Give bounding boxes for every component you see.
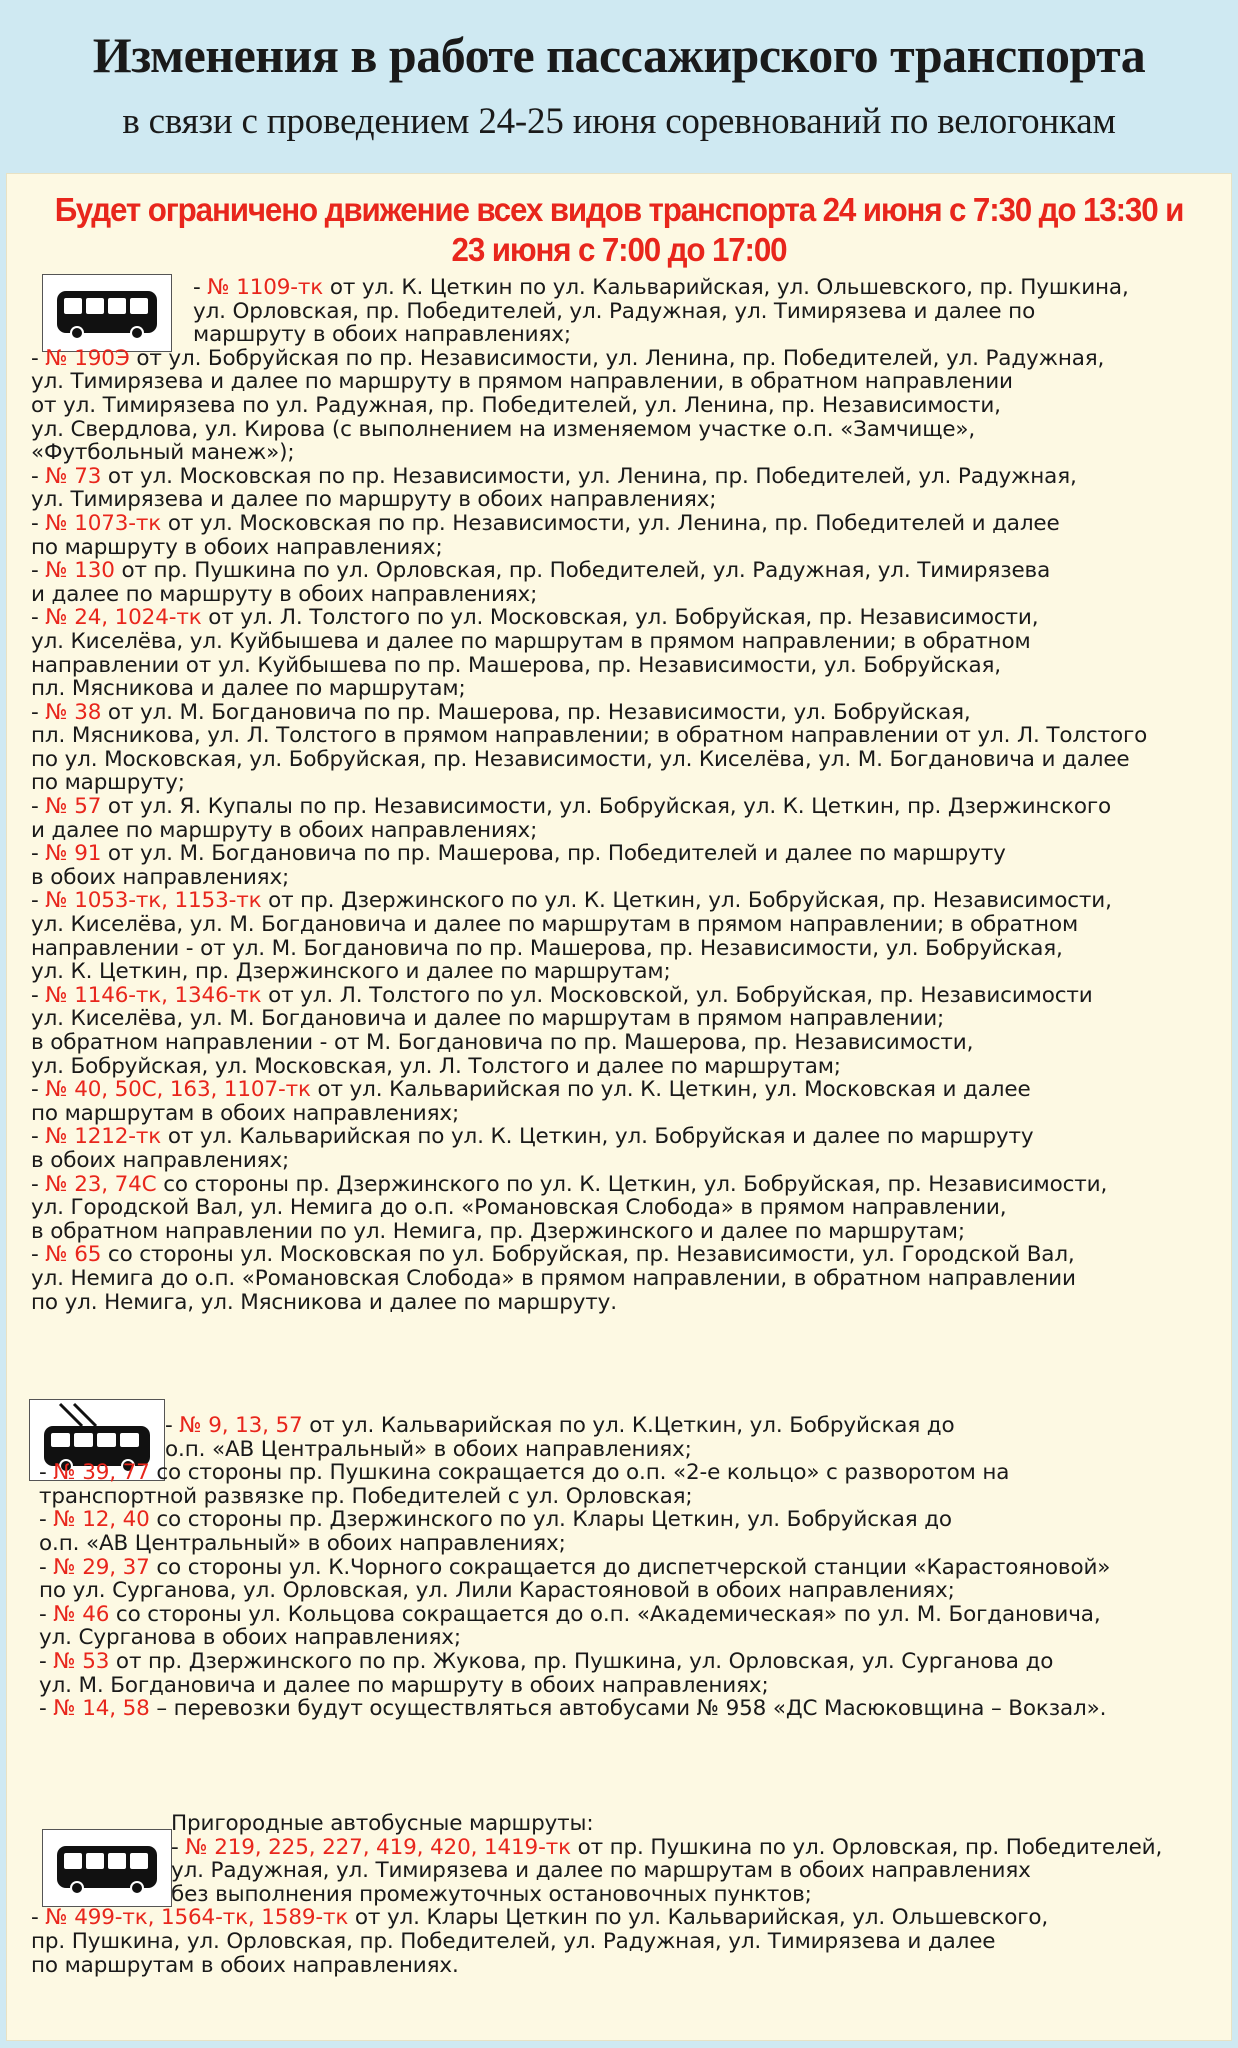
route-line xyxy=(21,347,1147,371)
route-text: со стороны пр. Пушкина сокращается до о.п. «2-е кольцо» с разворотом на xyxy=(149,1460,1010,1486)
route-text: - xyxy=(31,1124,46,1150)
route-text: со стороны пр. Дзержинского по ул. К. Цеткин, ул. Бобруйская, пр. Независимости, xyxy=(156,1171,1108,1197)
route-line xyxy=(21,630,1147,654)
route-text: - xyxy=(39,1648,54,1674)
route-line xyxy=(21,1603,1110,1627)
route-line xyxy=(21,1196,1147,1220)
route-text: и далее по маршруту в обоих направлениях; xyxy=(31,817,538,843)
route-text: со стороны ул. Московская по ул. Бобруйская, пр. Независимости, ул. Городской Вал, xyxy=(101,1242,1075,1268)
route-line xyxy=(21,1031,1147,1055)
route-line xyxy=(21,1414,1110,1438)
content-panel xyxy=(6,173,1232,2041)
route-number: № 39, 77 xyxy=(53,1460,150,1486)
section-heading: Пригородные автобусные маршруты: xyxy=(171,1811,594,1836)
route-line xyxy=(21,1078,1147,1102)
route-text: по ул. Московская, ул. Бобруйская, пр. Независимости, ул. Киселёва, ул. М. Богдановича и далее xyxy=(31,746,1130,772)
route-line xyxy=(21,1626,1110,1650)
route-number: № 14, 58 xyxy=(53,1696,150,1722)
route-text: в обратном направлении - от М. Богдановича по пр. Машерова, пр. Независимости, xyxy=(31,1030,974,1055)
route-text: ул. Тимирязева и далее по маршруту в обоих направлениях; xyxy=(31,487,717,513)
route-text: - xyxy=(31,699,46,725)
route-line xyxy=(21,1243,1147,1267)
route-text: - xyxy=(39,1696,54,1722)
route-text: от ул. Л. Толстого по ул. Московская, ул. Бобруйская, пр. Независимости, xyxy=(201,605,1039,631)
route-line xyxy=(21,1508,1110,1532)
route-number: № 46 xyxy=(53,1601,110,1627)
route-text: от ул. Московская по пр. Независимости, ул. Ленина, пр. Победителей и далее xyxy=(161,510,1060,536)
route-text: - xyxy=(193,275,208,300)
route-line xyxy=(21,1954,1162,1978)
route-number: № 29, 37 xyxy=(53,1554,150,1580)
route-number: № 24, 1024-тк xyxy=(45,605,202,631)
route-text: направлении - от ул. М. Богдановича по пр. Машерова, пр. Независимости, ул. Бобруйская, xyxy=(31,935,1063,961)
route-line xyxy=(21,937,1147,961)
route-number: № 499-тк, 1564-тк, 1589-тк xyxy=(45,1905,349,1931)
route-text: - xyxy=(31,605,46,631)
route-line xyxy=(21,1055,1147,1079)
route-text: в обоих направлениях; xyxy=(31,1147,290,1173)
route-text: в обоих направлениях; xyxy=(31,864,290,890)
route-line xyxy=(21,441,1147,465)
header xyxy=(0,0,1238,146)
route-number: № 53 xyxy=(53,1648,110,1674)
route-line xyxy=(21,1267,1147,1291)
suburban-routes-section xyxy=(21,1812,1162,1977)
route-line xyxy=(21,488,1147,512)
route-line xyxy=(21,748,1147,772)
route-text: пл. Мясникова, ул. Л. Толстого в прямом направлении; в обратном направлении от ул. Л. Толстого xyxy=(31,723,1148,749)
route-line xyxy=(21,1461,1110,1485)
route-text: от ул. М. Богдановича по пр. Машерова, пр. Победителей и далее по маршруту xyxy=(101,841,1006,867)
route-text: ул. Немига до о.п. «Романовская Слобода» в прямом направлении, в обратном направлении xyxy=(31,1265,1076,1291)
route-line xyxy=(21,677,1147,701)
route-text: по маршруту в обоих направлениях; xyxy=(31,534,443,560)
route-text: по ул. Немига, ул. Мясникова и далее по маршруту. xyxy=(31,1289,617,1315)
route-line xyxy=(21,654,1147,678)
route-line xyxy=(21,323,1147,347)
route-text: от ул. Кальварийская по ул. К. Цеткин, ул. Бобруйская и далее по маршруту xyxy=(161,1124,1034,1150)
route-line xyxy=(21,276,1147,300)
route-line xyxy=(21,418,1147,442)
route-text: от пр. Пушкина по ул. Орловская, пр. Победителей, ул. Радужная, ул. Тимирязева xyxy=(114,558,1051,584)
route-text: ул. Радужная, ул. Тимирязева и далее по маршрутам в обоих направлениях xyxy=(171,1858,1031,1884)
route-number: № 219, 225, 227, 419, 420, 1419-тк xyxy=(185,1834,571,1860)
route-number: № 1053-тк, 1153-тк xyxy=(45,888,262,914)
route-line xyxy=(21,913,1147,937)
route-line xyxy=(21,1906,1162,1930)
route-text: ул. Городской Вал, ул. Немига до о.п. «Романовская Слобода» в прямом направлении, xyxy=(31,1195,1007,1221)
route-text: - xyxy=(39,1601,54,1627)
route-line xyxy=(21,394,1147,418)
route-text: по маршрутам в обоих направлениях; xyxy=(31,1100,460,1126)
route-text: направлении от ул. Куйбышева по пр. Машерова, пр. Независимости, ул. Бобруйская, xyxy=(31,652,1001,678)
route-line xyxy=(21,512,1147,536)
route-line xyxy=(21,771,1147,795)
route-line xyxy=(21,701,1147,725)
route-line xyxy=(21,984,1147,1008)
route-text: от пр. Пушкина по ул. Орловская, пр. Победителей, xyxy=(570,1834,1163,1860)
route-line xyxy=(21,1102,1147,1126)
route-line xyxy=(21,583,1147,607)
route-line xyxy=(21,300,1147,324)
route-number: № 73 xyxy=(45,463,102,489)
route-text: от ул. Московская по пр. Независимости, ул. Ленина, пр. Победителей, ул. Радужная, xyxy=(101,463,1077,489)
route-text: - xyxy=(31,345,46,371)
route-text: - xyxy=(31,1171,46,1197)
route-line xyxy=(21,1125,1147,1149)
route-text: – перевозки будут осуществляться автобусами № 958 «ДС Масюковщина – Вокзал». xyxy=(149,1696,1107,1722)
route-number: № 40, 50С, 163, 1107-тк xyxy=(45,1077,311,1103)
restriction-banner: Будет ограничено движение всех видов транспорта 24 июня с 7:30 до 13:30 и 23 июня с 7:00 до 17:00 xyxy=(54,191,1184,268)
route-text: ул. Орловская, пр. Победителей, ул. Радужная, ул. Тимирязева и далее по xyxy=(193,298,1036,324)
route-number: № 65 xyxy=(45,1242,102,1268)
route-text: от ул. Кальварийская по ул. К.Цеткин, ул. Бобруйская до xyxy=(302,1413,955,1438)
route-line xyxy=(21,1556,1110,1580)
route-line xyxy=(21,1485,1110,1509)
route-line xyxy=(21,1149,1147,1173)
route-text: от ул. Я. Купалы по пр. Независимости, ул. Бобруйская, ул. К. Цеткин, пр. Дзержинского xyxy=(101,794,1111,820)
route-line xyxy=(21,1930,1162,1954)
route-text: - xyxy=(39,1460,54,1486)
route-line xyxy=(21,1674,1110,1698)
route-text: ул. Киселёва, ул. М. Богдановича и далее по маршрутам в прямом направлении; xyxy=(31,1006,945,1032)
route-line xyxy=(21,1532,1110,1556)
route-line xyxy=(21,819,1147,843)
route-text: ул. Киселёва, ул. М. Богдановича и далее по маршрутам в прямом направлении; в обратном xyxy=(31,912,1079,938)
route-text: - xyxy=(39,1507,54,1533)
route-line xyxy=(21,1859,1162,1883)
route-text: в обратном направлении по ул. Немига, пр. Дзержинского и далее по маршрутам; xyxy=(31,1218,965,1244)
route-text: - xyxy=(31,1077,46,1103)
route-text: без выполнения промежуточных остановочных пунктов; xyxy=(171,1881,812,1907)
route-text: - xyxy=(171,1834,186,1860)
page-subtitle: в связи с проведением 24-25 июня соревнований по велогонкам xyxy=(122,101,1116,142)
route-text: пр. Пушкина, ул. Орловская, пр. Победителей, ул. Радужная, ул. Тимирязева и далее xyxy=(31,1928,996,1954)
route-text: и далее по маршруту в обоих направлениях; xyxy=(31,581,538,607)
route-text: от ул. К. Цеткин по ул. Кальварийская, ул. Ольшевского, пр. Пушкина, xyxy=(323,275,1129,300)
route-text: ул. Бобруйская, ул. Московская, ул. Л. Толстого и далее по маршрутам; xyxy=(31,1053,841,1079)
route-text: транспортной развязке пр. Победителей с ул. Орловская; xyxy=(39,1483,693,1509)
trolleybus-routes-section xyxy=(21,1414,1110,1721)
route-text: о.п. «АВ Центральный» в обоих направлениях; xyxy=(39,1530,566,1556)
route-text: ул. Свердлова, ул. Кирова (с выполнением на изменяемом участке о.п. «Замчище», xyxy=(31,416,976,442)
route-text: пл. Мясникова и далее по маршрутам; xyxy=(31,676,466,702)
route-line xyxy=(21,842,1147,866)
route-line xyxy=(21,1291,1147,1315)
route-text: - xyxy=(31,510,46,536)
route-text: о.п. «АВ Центральный» в обоих направлениях; xyxy=(165,1436,692,1462)
route-number: № 9, 13, 57 xyxy=(179,1413,303,1438)
route-line xyxy=(21,1579,1110,1603)
route-text: от ул. Бобруйская по пр. Независимости, ул. Ленина, пр. Победителей, ул. Радужная, xyxy=(129,345,1105,371)
route-number: № 12, 40 xyxy=(53,1507,150,1533)
route-line xyxy=(21,724,1147,748)
route-line xyxy=(21,1438,1110,1462)
route-text: ул. М. Богдановича и далее по маршруту в обоих направлениях; xyxy=(39,1672,769,1698)
route-text: от пр. Дзержинского по ул. К. Цеткин, ул. Бобруйская, пр. Независимости, xyxy=(261,888,1112,914)
route-number: № 130 xyxy=(45,558,115,584)
route-text: - xyxy=(165,1413,180,1438)
route-line xyxy=(21,1220,1147,1244)
route-line xyxy=(21,1173,1147,1197)
route-number: № 91 xyxy=(45,841,102,867)
route-text: «Футбольный манеж»); xyxy=(31,440,295,466)
route-text: ул. Тимирязева и далее по маршруту в прямом направлении, в обратном направлении xyxy=(31,369,1013,395)
route-text: - xyxy=(31,463,46,489)
route-text: от ул. Л. Толстого по ул. Московской, ул. Бобруйская, пр. Независимости xyxy=(261,982,1093,1008)
route-line xyxy=(21,1697,1110,1721)
route-text: по маршрутам в обоих направлениях. xyxy=(31,1952,459,1978)
page-title: Изменения в работе пассажирского транспорта xyxy=(92,27,1146,83)
route-text: - xyxy=(31,1905,46,1931)
route-line xyxy=(21,1650,1110,1674)
route-number: № 1073-тк xyxy=(45,510,162,536)
route-number: № 1212-тк xyxy=(45,1124,162,1150)
route-line xyxy=(21,559,1147,583)
route-line xyxy=(21,536,1147,560)
route-text: - xyxy=(31,1242,46,1268)
route-line xyxy=(21,465,1147,489)
route-text: - xyxy=(31,888,46,914)
route-text: от ул. М. Богдановича по пр. Машерова, пр. Независимости, ул. Бобруйская, xyxy=(101,699,971,725)
route-number: № 38 xyxy=(45,699,102,725)
route-line xyxy=(21,795,1147,819)
route-text: - xyxy=(39,1554,54,1580)
route-line xyxy=(21,1836,1162,1860)
route-text: со стороны ул. К.Чорного сокращается до диспетчерской станции «Карастояновой» xyxy=(149,1554,1111,1580)
route-text: - xyxy=(31,841,46,867)
route-line xyxy=(21,606,1147,630)
route-text: по ул. Сурганова, ул. Орловская, ул. Лили Карастояновой в обоих направлениях; xyxy=(39,1578,955,1604)
route-text: со стороны пр. Дзержинского по ул. Клары Цеткин, ул. Бобруйская до xyxy=(149,1507,952,1533)
route-text: со стороны ул. Кольцова сокращается до о.п. «Академическая» по ул. М. Богдановича, xyxy=(109,1601,1101,1627)
route-text: по маршруту; xyxy=(31,770,185,796)
route-text: от ул. Клары Цеткин по ул. Кальварийская, ул. Ольшевского, xyxy=(348,1905,1049,1931)
route-text: - xyxy=(31,558,46,584)
route-line xyxy=(21,1883,1162,1907)
route-text: ул. К. Цеткин, пр. Дзержинского и далее по маршрутам; xyxy=(31,959,671,985)
route-number: № 190Э xyxy=(45,345,130,371)
route-text: - xyxy=(31,794,46,820)
route-text: - xyxy=(31,982,46,1008)
route-number: № 1146-тк, 1346-тк xyxy=(45,982,262,1008)
route-number: № 57 xyxy=(45,794,102,820)
route-text: от ул. Тимирязева по ул. Радужная, пр. Победителей, ул. Ленина, пр. Независимости, xyxy=(31,392,1001,418)
route-text: ул. Киселёва, ул. Куйбышева и далее по маршрутам в прямом направлении; в обратном xyxy=(31,628,1031,654)
route-line xyxy=(21,960,1147,984)
route-text: ул. Сурганова в обоих направлениях; xyxy=(39,1625,461,1651)
bus-routes-section xyxy=(21,276,1147,1314)
route-number: № 1109-тк xyxy=(207,275,324,300)
route-line xyxy=(21,1007,1147,1031)
route-text: маршруту в обоих направлениях; xyxy=(193,322,571,348)
route-line xyxy=(21,889,1147,913)
route-text: от пр. Дзержинского по пр. Жукова, пр. Пушкина, ул. Орловская, ул. Сурганова до xyxy=(109,1648,1054,1674)
route-text: от ул. Кальварийская по ул. К. Цеткин, ул. Московская и далее xyxy=(310,1077,1031,1103)
route-line xyxy=(21,370,1147,394)
route-line xyxy=(21,866,1147,890)
route-number: № 23, 74С xyxy=(45,1171,157,1197)
